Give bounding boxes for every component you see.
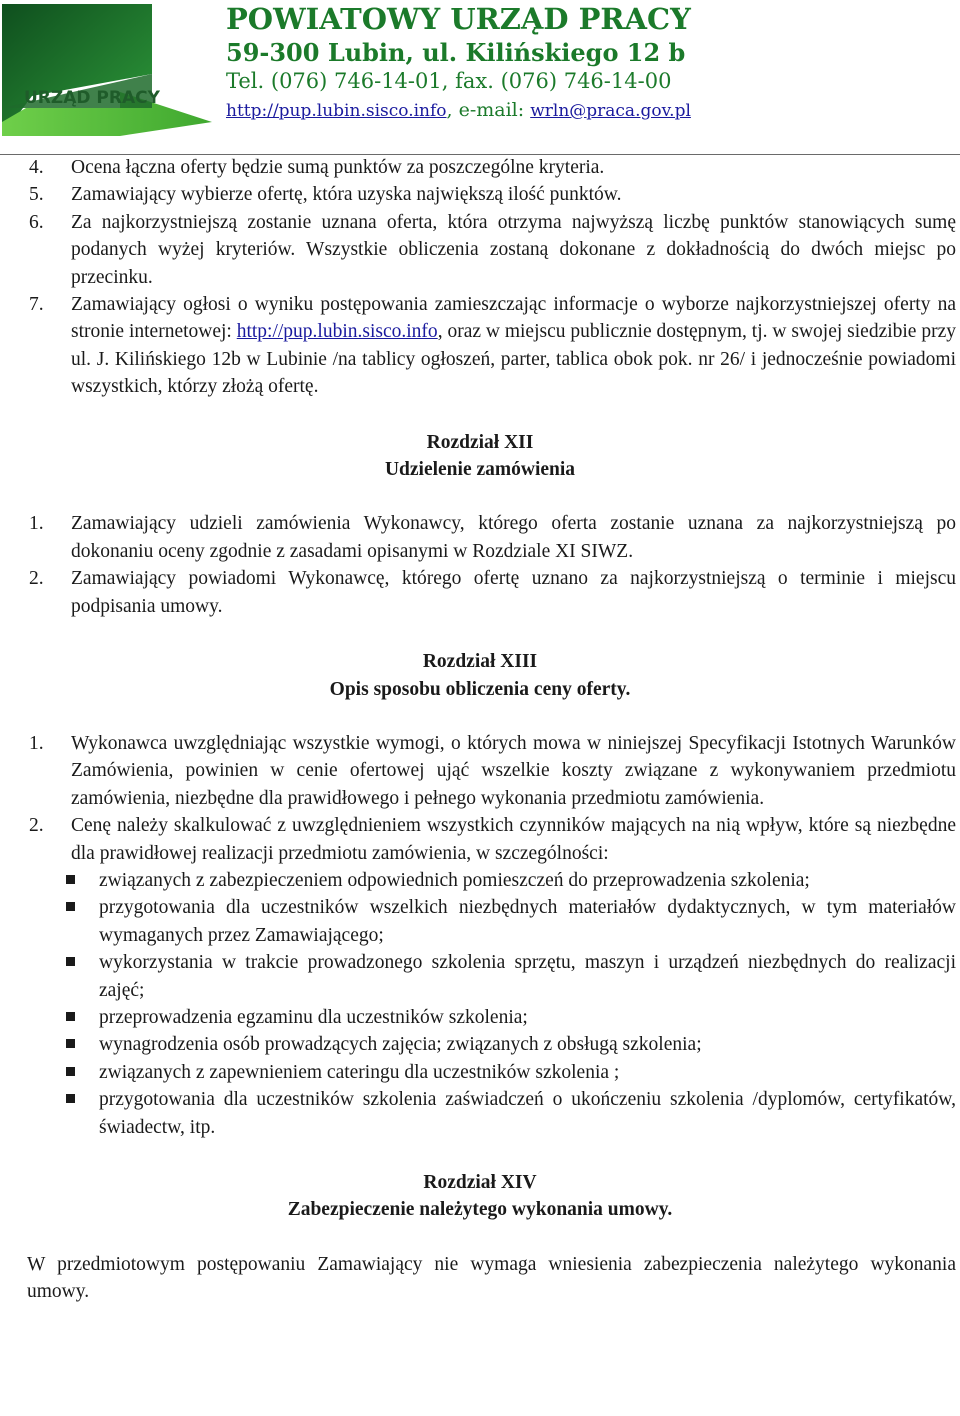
bullet-item: [29, 1059, 956, 1086]
chapter-title: Opis sposobu obliczenia ceny oferty.: [329, 678, 631, 700]
item-text: , oraz w miejscu publicznie dostępnym, tj. w swojej siedzibie przy ul. J. Kilińskiego 12b w Lubinie /na tablicy ogłoszeń, parter, tablica obok pok. nr 26/ i jednocześnie powiadomi wszystkich, którzy złożą ofertę.: [71, 321, 956, 398]
chapter-number: Rozdział XIII: [422, 651, 538, 673]
item-text: Za najkorzystniejszą zostanie uznana oferta, która otrzyma najwyższą liczbę punktów stanowiących sumę podanych wyżej kryteriów. Wszystkie obliczenia zostaną dokonane z dokładnością do dwóch miejsc po przecinku.: [71, 211, 956, 288]
bullet-item: [29, 894, 956, 949]
office-name: POWIATOWY URZĄD PRACY: [226, 2, 691, 36]
list-item: [29, 291, 956, 401]
item-number: 1.: [29, 513, 44, 535]
bullet-text: wykorzystania w trakcie prowadzonego szkolenia sprzętu, maszyn i urządzeń niezbędnych do realizacji zajęć;: [99, 952, 956, 1001]
bullet-text: przygotowania dla uczestników szkolenia zaświadczeń o ukończeniu szkolenia /dyplomów, certyfikatów, świadectw, itp.: [99, 1089, 956, 1138]
item-text: Zamawiający udzieli zamówienia Wykonawcy, którego oferta zostanie uznana za najkorzystniejszą po dokonaniu oceny zgodnie z zasadami opisanymi w Rozdziale XI SIWZ.: [71, 513, 956, 562]
office-address: 59-300 Lubin, ul. Kilińskiego 12 b: [226, 38, 686, 67]
item-number: 2.: [29, 568, 44, 590]
chapter-title: Udzielenie zamówienia: [384, 459, 576, 481]
office-phone: Tel. (076) 746-14-01, fax. (076) 746-14-00: [226, 69, 672, 93]
chapter-number: Rozdział XII: [426, 431, 534, 453]
letterhead: [0, 0, 960, 150]
square-bullet-icon: [66, 957, 75, 966]
list-item: [29, 181, 956, 208]
item-number: 1.: [29, 732, 44, 754]
square-bullet-icon: [66, 1039, 75, 1048]
bullet-text: wynagrodzenia osób prowadzących zajęcia; związanych z obsługą szkolenia;: [99, 1034, 702, 1056]
square-bullet-icon: [66, 902, 75, 911]
square-bullet-icon: [66, 1012, 75, 1021]
square-bullet-icon: [66, 1067, 75, 1076]
paragraph: W przedmiotowym postępowaniu Zamawiający nie wymaga wniesienia zabezpieczenia należytego wykonania umowy.: [27, 1253, 956, 1303]
item-number: 6.: [29, 211, 44, 233]
item-number: 4.: [29, 157, 44, 178]
square-bullet-icon: [66, 1094, 75, 1103]
results-website-link[interactable]: http://pup.lubin.sisco.info: [236, 321, 438, 343]
list-item: [29, 730, 956, 812]
item-number: 2.: [29, 815, 44, 837]
item-text: Ocena łączna oferty będzie sumą punktów za poszczególne kryteria.: [71, 157, 605, 178]
chapter-number: Rozdział XIV: [423, 1172, 537, 1193]
list-item: [29, 209, 956, 291]
list-item: [29, 510, 956, 565]
item-text: Cenę należy skalkulować z uwzględnieniem wszystkich czynników mających na nią wpływ, które są niezbędne dla prawidłowej realizacji przedmiotu zamówienia, w szczególności:: [71, 815, 956, 864]
bullet-item: [29, 867, 956, 894]
bullet-item: [29, 1004, 956, 1031]
item-text: Wykonawca uwzględniając wszystkie wymogi, o których mowa w niniejszej Specyfikacji Istotnych Warunków Zamówienia, powinien w cenie ofertowej ująć wszelkie koszty związane z wykonywaniem przedmiotu zamówienia, niezbędne dla prawidłowego i pełnego wykonania przedmiotu zamówienia.: [71, 732, 956, 809]
list-item: [29, 154, 956, 181]
bullet-item: [29, 1031, 956, 1058]
item-text: Zamawiający wybierze ofertę, która uzyska największą ilość punktów.: [71, 184, 622, 206]
item-number: 7.: [29, 294, 44, 316]
item-text: Zamawiający ogłosi o wyniku postępowania zamieszczając informacje o wyborze najkorzystniejszej oferty na stronie internetowej:: [71, 294, 956, 343]
email-separator: , e-mail:: [446, 99, 531, 121]
bullet-text: związanych z zapewnieniem cateringu dla uczestników szkolenia ;: [99, 1061, 620, 1083]
document-body: [29, 154, 956, 1306]
list-item: [29, 565, 956, 620]
item-number: 5.: [29, 184, 44, 206]
item-text: Zamawiający powiadomi Wykonawcę, którego ofertę uznano za najkorzystniejszą o terminie i miejscu podpisania umowy.: [71, 568, 956, 617]
bullet-text: przygotowania dla uczestników wszelkich niezbędnych materiałów dydaktycznych, w tym materiałów wymaganych przez Zamawiającego;: [99, 897, 956, 946]
urzad-pracy-logo: [2, 4, 214, 136]
bullet-item: [29, 1086, 956, 1141]
list-item: [29, 812, 956, 867]
bullet-item: [29, 949, 956, 1004]
chapter-title: Zabezpieczenie należytego wykonania umowy.: [287, 1199, 673, 1221]
bullet-text: związanych z zabezpieczeniem odpowiednich pomieszczeń do przeprowadzenia szkolenia;: [99, 869, 810, 891]
website-link[interactable]: http://pup.lubin.sisco.info: [226, 101, 447, 121]
office-contacts: [226, 99, 691, 121]
square-bullet-icon: [66, 875, 75, 884]
email-link[interactable]: wrln@praca.gov.pl: [530, 101, 691, 121]
bullet-text: przeprowadzenia egzaminu dla uczestników szkolenia;: [99, 1006, 528, 1028]
logo-text: URZĄD PRACY: [24, 88, 160, 108]
